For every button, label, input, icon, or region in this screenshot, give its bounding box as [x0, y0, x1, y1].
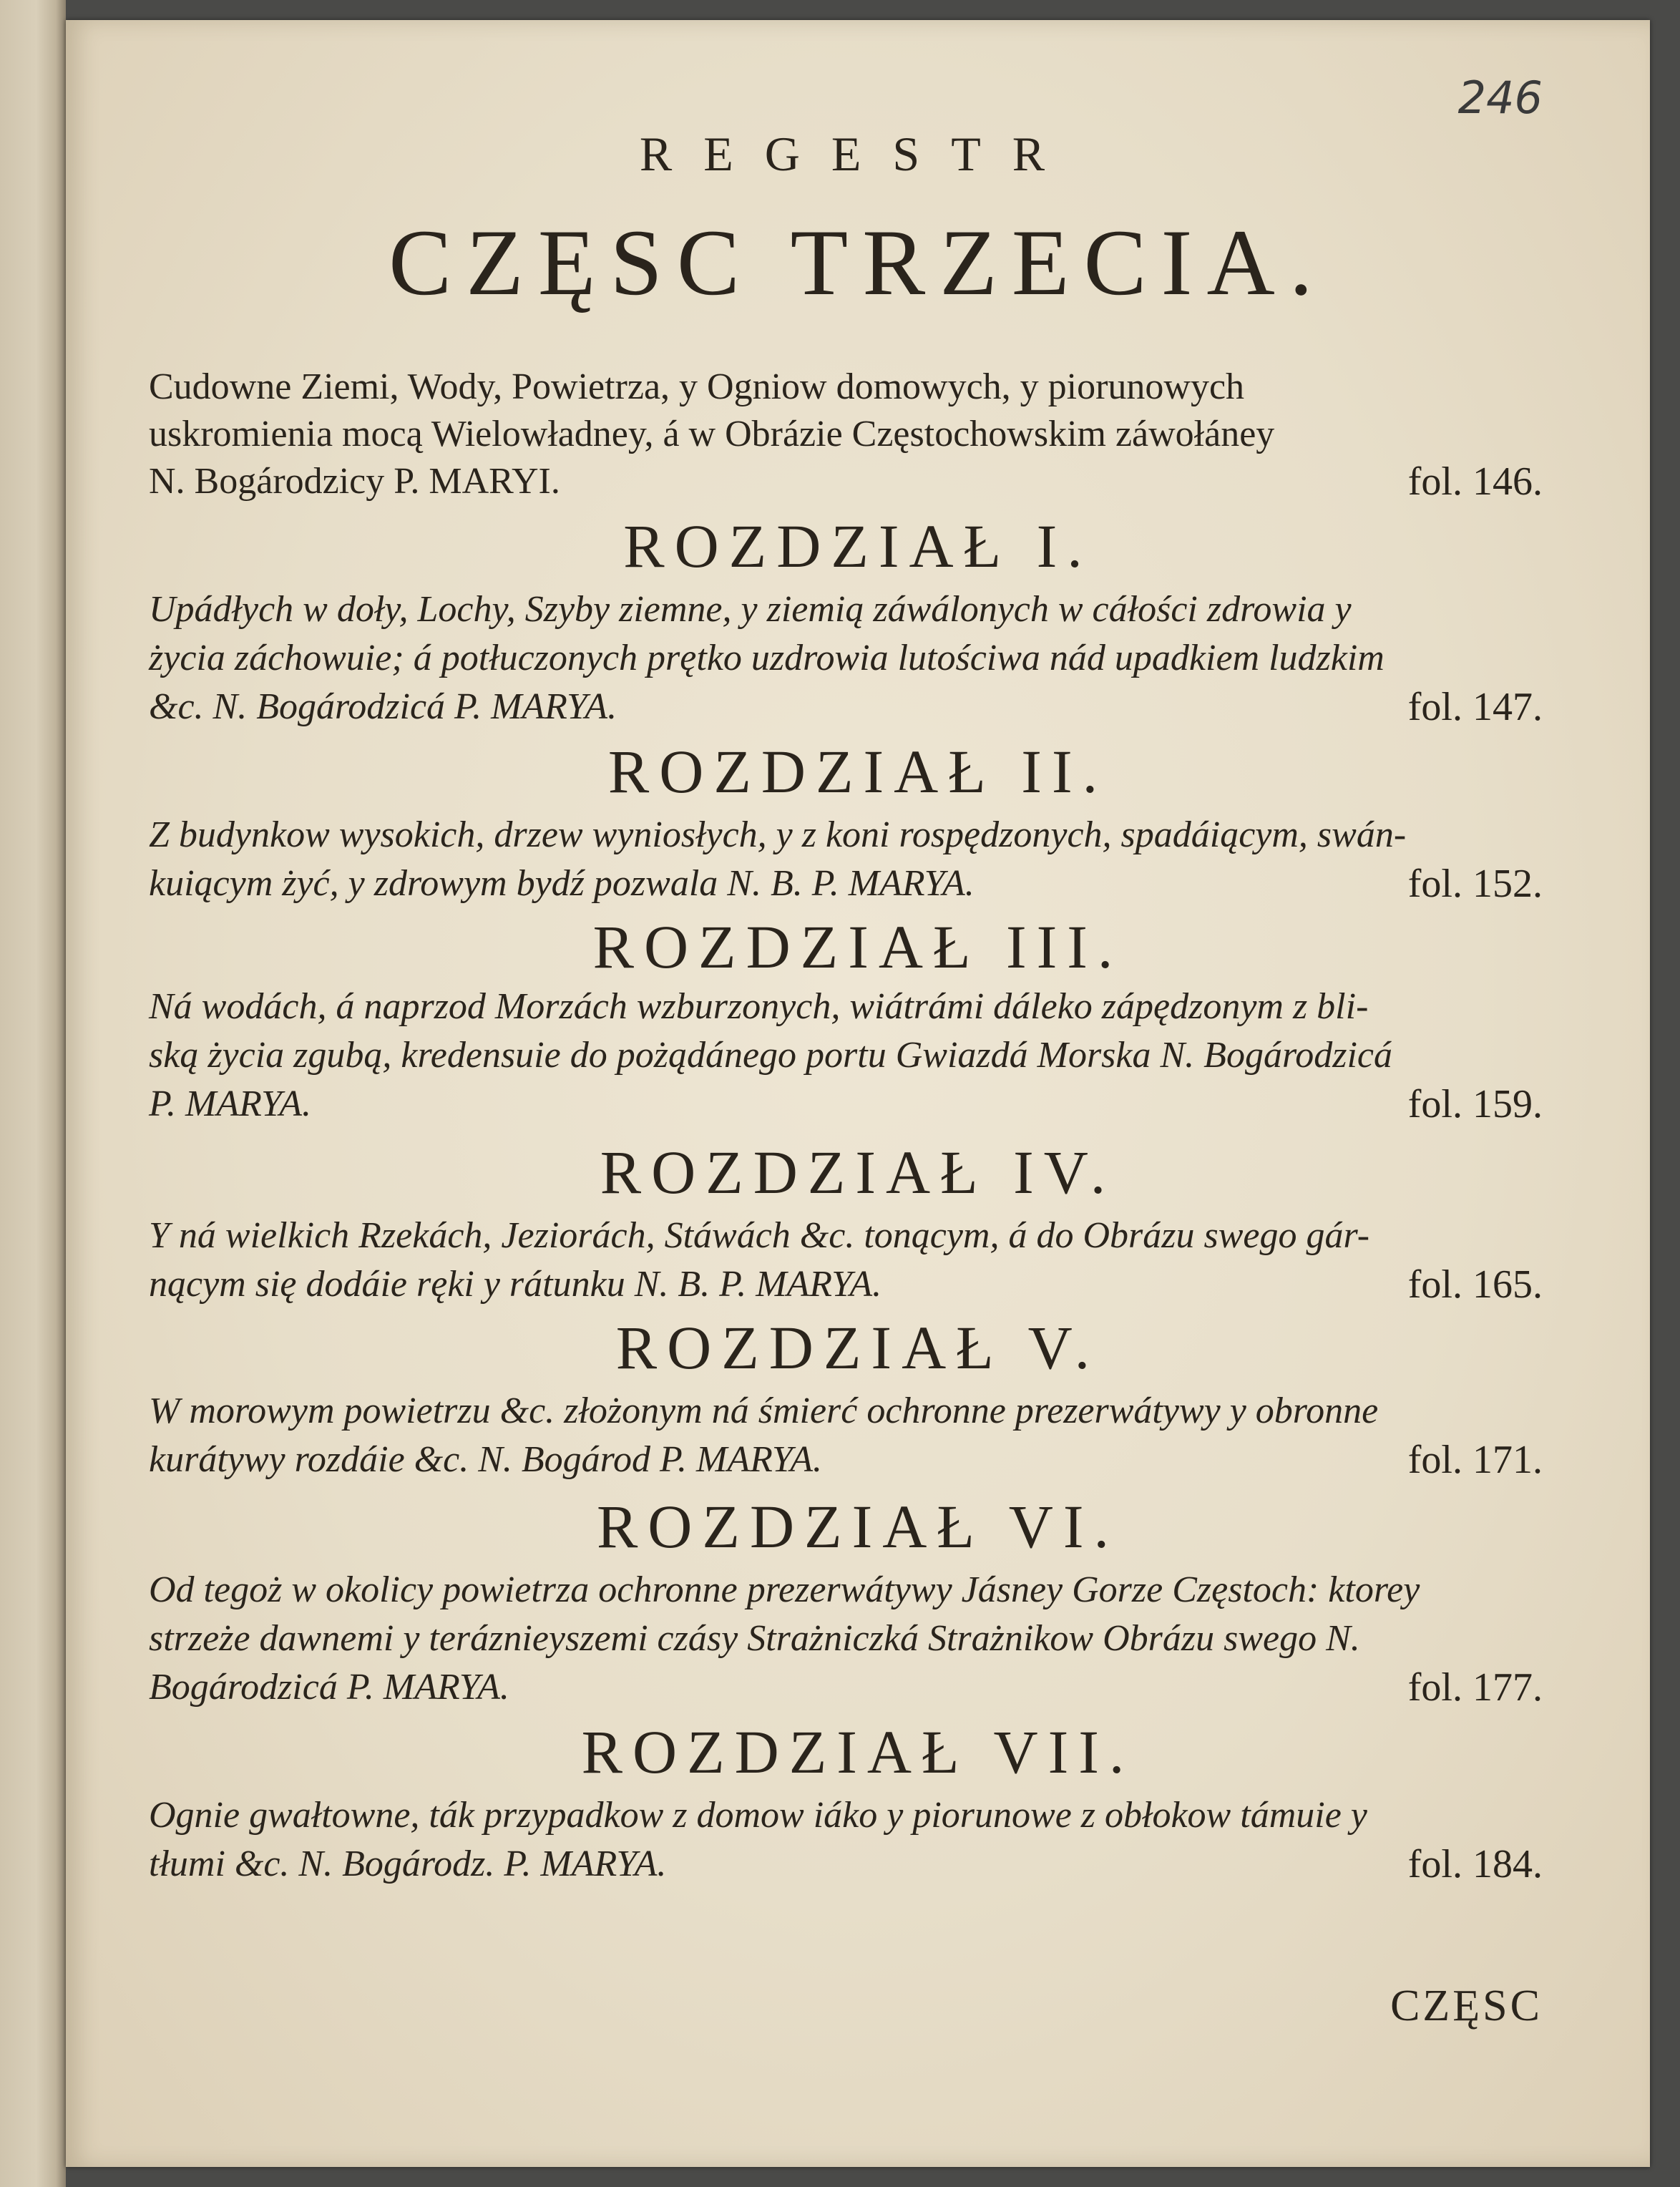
- intro-line: uskromienia mocą Wielowładney, á w Obrázie Częstochowskim záwołáney: [149, 414, 1275, 454]
- intro-line: Cudowne Ziemi, Wody, Powietrza, y Ogniow domowych, y piorunowych: [149, 366, 1245, 407]
- entry-line: kurátywy rozdáie &c. N. Bogárod P. MARYA.: [149, 1439, 822, 1480]
- entry-line: Bogárodzicá P. MARYA.: [149, 1667, 509, 1708]
- chapter-entry-2: [149, 811, 1543, 908]
- entry-folio-ref: fol. 177.: [1407, 1665, 1543, 1710]
- page-title: CZĘSC TRZECIA.: [389, 210, 1327, 315]
- chapter-entry-1: [149, 585, 1543, 731]
- entry-line: ską życia zgubą, kredensuie do pożądánego portu Gwiazdá Morska N. Bogárodzicá: [149, 1035, 1393, 1076]
- chapter-heading-5: ROZDZIAŁ V.: [615, 1313, 1100, 1382]
- entry-line: kuiącym żyć, y zdrowym bydź pozwala N. B. P. MARYA.: [149, 863, 975, 904]
- running-title: REGESTR: [639, 127, 1077, 181]
- entry-line: nącym się dodáie ręki y rátunku N. B. P. MARYA.: [149, 1264, 882, 1305]
- entry-line: Y ná wielkich Rzekách, Jeziorách, Stáwách &c. tonącym, á do Obrázu swego gár-: [149, 1215, 1370, 1256]
- entry-line: Od tegoż w okolicy powietrza ochronne prezerwátywy Jásney Gorze Częstoch: ktorey: [149, 1569, 1420, 1610]
- intro-folio-ref: fol. 146.: [1407, 459, 1543, 504]
- book-page: [66, 20, 1650, 2167]
- entry-folio-ref: fol. 152.: [1407, 862, 1543, 906]
- chapter-heading-6: ROZDZIAŁ VI.: [596, 1492, 1120, 1561]
- chapter-entry-4: [149, 1212, 1543, 1309]
- intro-line: N. Bogárodzicy P. MARYI.: [149, 461, 560, 502]
- entry-line: &c. N. Bogárodzicá P. MARYA.: [149, 686, 617, 727]
- chapter-heading-3: ROZDZIAŁ III.: [592, 912, 1123, 981]
- entry-line: tłumi &c. N. Bogárodz. P. MARYA.: [149, 1843, 667, 1884]
- chapter-entry-6: [149, 1566, 1543, 1712]
- entry-folio-ref: fol. 171.: [1407, 1438, 1543, 1482]
- entry-folio-ref: fol. 184.: [1407, 1842, 1543, 1886]
- entry-line: życia záchowuie; á potłuczonych prętko uzdrowia lutościwa nád upadkiem ludzkim: [149, 638, 1384, 678]
- entry-line: Z budynkow wysokich, drzew wyniosłych, y z koni rospędzonych, spadáiącym, swán-: [149, 814, 1407, 855]
- chapter-heading-7: ROZDZIAŁ VII.: [581, 1718, 1135, 1786]
- entry-line: Ognie gwałtowne, ták przypadkow z domow iáko y piorunowe z obłokow támuie y: [149, 1795, 1367, 1836]
- folio-number: 246: [1457, 72, 1543, 124]
- chapter-entry-5: [149, 1387, 1543, 1484]
- chapter-heading-1: ROZDZIAŁ I.: [623, 512, 1093, 580]
- entry-line: Upádłych w doły, Lochy, Szyby ziemne, y ziemią záwálonych w cáłości zdrowia y: [149, 589, 1352, 630]
- entry-line: Ná wodách, á naprzod Morzách wzburzonych, wiátrámi dáleko zápędzonym z bli-: [149, 986, 1369, 1027]
- entry-line: strzeże dawnemi y teráznieyszemi czásy Strażniczká Strażnikow Obrázu swego N.: [149, 1618, 1360, 1659]
- entry-line: P. MARYA.: [149, 1083, 312, 1124]
- chapter-heading-4: ROZDZIAŁ IV.: [600, 1138, 1116, 1207]
- entry-folio-ref: fol. 165.: [1407, 1262, 1543, 1307]
- entry-folio-ref: fol. 159.: [1407, 1082, 1543, 1126]
- catchword: CZĘSC: [1390, 1982, 1543, 2030]
- chapter-entry-7: [149, 1791, 1543, 1889]
- chapter-heading-2: ROZDZIAŁ II.: [607, 737, 1108, 806]
- intro-paragraph: [149, 364, 1543, 505]
- chapter-entry-3: [149, 983, 1543, 1129]
- entry-line: W morowym powietrzu &c. złożonym ná śmierć ochronne prezerwátywy y obronne: [149, 1390, 1379, 1431]
- previous-page-edge: [0, 0, 66, 2187]
- entry-folio-ref: fol. 147.: [1407, 685, 1543, 729]
